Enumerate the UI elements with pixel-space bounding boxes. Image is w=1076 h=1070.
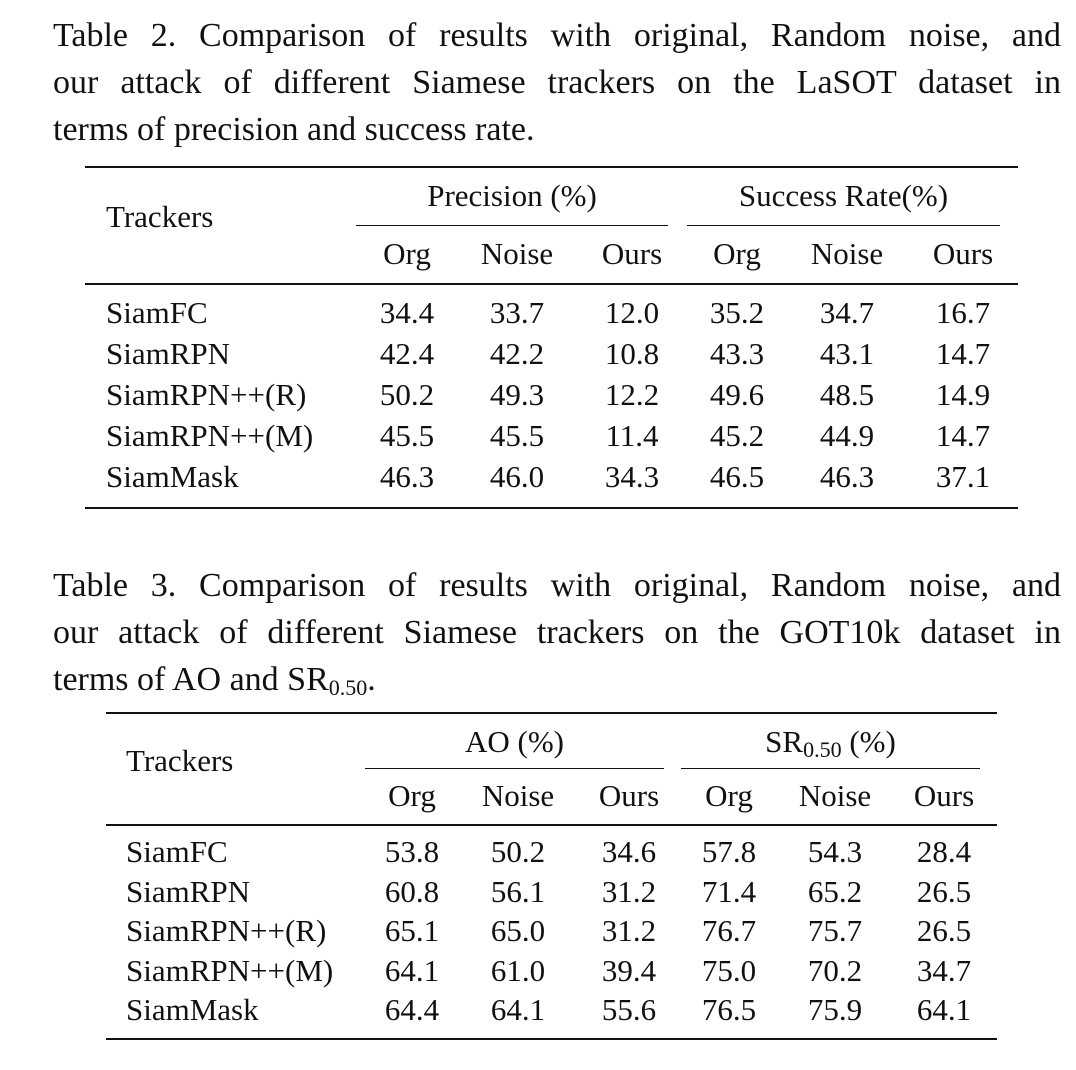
table2-value-cell: 14.9: [935, 377, 991, 412]
table2-value-cell: 49.3: [489, 377, 545, 412]
table2-value-cell: 45.5: [379, 418, 435, 453]
table3-sub-header: Ours: [913, 778, 975, 813]
table3-value-cell: 57.8: [701, 834, 757, 869]
table2-sub-header: Noise: [480, 236, 554, 271]
table2-value-cell: 14.7: [935, 418, 991, 453]
table2-value-cell: 48.5: [819, 377, 875, 412]
table3-value-cell: 53.8: [384, 834, 440, 869]
table3-bottom-rule: [106, 1038, 997, 1040]
table2-value-cell: 45.2: [709, 418, 765, 453]
table3-value-cell: 54.3: [807, 834, 863, 869]
table2-sub-header: Ours: [601, 236, 663, 271]
table2-bottom-rule: [85, 507, 1018, 509]
table3-value-cell: 70.2: [807, 952, 863, 988]
table3-value-cell: 65.1: [384, 913, 440, 948]
table3-caption-suffix: .: [367, 661, 376, 698]
table2-row-header: Trackers: [106, 199, 214, 234]
table2-caption-line: our attack of different Siamese trackers on the LaSOT dataset in: [53, 64, 1061, 101]
table3-tracker-name: SiamMask: [126, 992, 259, 1027]
table2-tracker-name: SiamRPN++(R): [106, 377, 307, 412]
table2-group-header-precision: Precision (%): [427, 178, 597, 213]
table3-tracker-name: SiamFC: [126, 834, 228, 869]
table3-tracker-name: SiamRPN++(R): [126, 913, 327, 948]
table3-value-cell: 71.4: [701, 873, 757, 909]
table2-value-cell: 10.8: [604, 336, 660, 371]
table3-value-cell: 61.0: [490, 952, 546, 988]
table3-mid-rule: [106, 824, 997, 826]
table3-group-rule: [681, 768, 980, 769]
table3-sr-prefix: SR: [765, 724, 804, 759]
table2-value-cell: 46.5: [709, 459, 765, 494]
table2-value-cell: 34.7: [819, 295, 875, 330]
table3-value-cell: 56.1: [490, 873, 546, 909]
table3-value-cell: 64.1: [916, 992, 972, 1027]
table3-value-cell: 34.6: [601, 834, 657, 869]
table3-tracker-name: SiamRPN++(M): [126, 952, 334, 988]
table3-value-cell: 26.5: [916, 913, 972, 948]
table2-value-cell: 11.4: [605, 418, 659, 453]
table3-sub-header: Noise: [798, 778, 872, 813]
table3-group-header-ao: AO (%): [465, 724, 564, 759]
table3-value-cell: 31.2: [601, 873, 657, 909]
table2-top-rule: [85, 166, 1018, 168]
table2-value-cell: 14.7: [935, 336, 991, 371]
table2-value-cell: 33.7: [489, 295, 545, 330]
table2-value-cell: 46.3: [819, 459, 875, 494]
table2-value-cell: 16.7: [935, 295, 991, 330]
table2-value-cell: 37.1: [935, 459, 991, 494]
table2-value-cell: 42.4: [379, 336, 435, 371]
table3-value-cell: 76.7: [701, 913, 757, 948]
table3-value-cell: 39.4: [601, 952, 657, 988]
table2-sub-header: Ours: [932, 236, 994, 271]
table2-value-cell: 46.0: [489, 459, 545, 494]
table3-value-cell: 64.1: [384, 952, 440, 988]
table3-value-cell: 55.6: [601, 992, 657, 1027]
table2-value-cell: 43.1: [819, 336, 875, 371]
table2-value-cell: 42.2: [489, 336, 545, 371]
table3-value-cell: 64.1: [490, 992, 546, 1027]
table3-sr-sub: 0.50: [803, 737, 842, 762]
table2-value-cell: 50.2: [379, 377, 435, 412]
table3-caption-prefix: terms of AO and SR: [53, 661, 329, 698]
table2-group-rule: [687, 225, 1000, 226]
table2-value-cell: 49.6: [709, 377, 765, 412]
table3-value-cell: 76.5: [701, 992, 757, 1027]
table2-sub-header: Noise: [810, 236, 884, 271]
table3-value-cell: 75.9: [807, 992, 863, 1027]
table2-tracker-name: SiamMask: [106, 459, 239, 494]
table3-value-cell: 60.8: [384, 873, 440, 909]
table2-tracker-name: SiamFC: [106, 295, 208, 330]
table3-caption-line: [53, 656, 1061, 703]
table3-sub-header: Org: [388, 778, 436, 813]
table2-value-cell: 45.5: [489, 418, 545, 453]
table3-value-cell: 31.2: [601, 913, 657, 948]
table3-sub-header: Noise: [481, 778, 555, 813]
table3-sub-header: Org: [705, 778, 753, 813]
table3-value-cell: 65.2: [807, 873, 863, 909]
table3-caption: [53, 562, 1061, 703]
table2-tracker-name: SiamRPN: [106, 336, 231, 371]
table2-caption-line: terms of precision and success rate.: [53, 111, 535, 148]
table2-group-rule: [356, 225, 668, 226]
table3-caption-line: our attack of different Siamese trackers on the GOT10k dataset in: [53, 614, 1061, 651]
table3-value-cell: 75.0: [701, 952, 757, 988]
table2-value-cell: 12.0: [604, 295, 660, 330]
table3-value-cell: 75.7: [807, 913, 863, 948]
table2-tracker-name: SiamRPN++(M): [106, 418, 314, 453]
table3-value-cell: 26.5: [916, 873, 972, 909]
table3-value-cell: 64.4: [384, 992, 440, 1027]
table2-sub-header: Org: [713, 236, 761, 271]
table3-group-rule: [365, 768, 664, 769]
table2-value-cell: 46.3: [379, 459, 435, 494]
table2-value-cell: 35.2: [709, 295, 765, 330]
table3-top-rule: [106, 712, 997, 714]
table2-mid-rule: [85, 283, 1018, 285]
table2-value-cell: 12.2: [604, 377, 660, 412]
table2-value-cell: 43.3: [709, 336, 765, 371]
table3-row-header: Trackers: [126, 743, 234, 778]
table2-value-cell: 34.4: [379, 295, 435, 330]
table3-sr-suffix: (%): [841, 724, 896, 759]
table3-caption-sub: 0.50: [328, 675, 368, 700]
table2-caption-line: Table 2. Comparison of results with original, Random noise, and: [53, 17, 1061, 54]
table3-group-header-sr: [681, 724, 980, 760]
table3-tracker-name: SiamRPN: [126, 873, 251, 909]
table3-sub-header: Ours: [598, 778, 660, 813]
table2-value-cell: 34.3: [604, 459, 660, 494]
table3-value-cell: 50.2: [490, 834, 546, 869]
table2-caption: [53, 12, 1061, 153]
table2-value-cell: 44.9: [819, 418, 875, 453]
table2-group-header-success: Success Rate(%): [738, 178, 949, 213]
table3-value-cell: 34.7: [916, 952, 972, 988]
table3-value-cell: 65.0: [490, 913, 546, 948]
table2-sub-header: Org: [383, 236, 431, 271]
table3-caption-line: Table 3. Comparison of results with original, Random noise, and: [53, 567, 1061, 604]
table3-value-cell: 28.4: [916, 834, 972, 869]
